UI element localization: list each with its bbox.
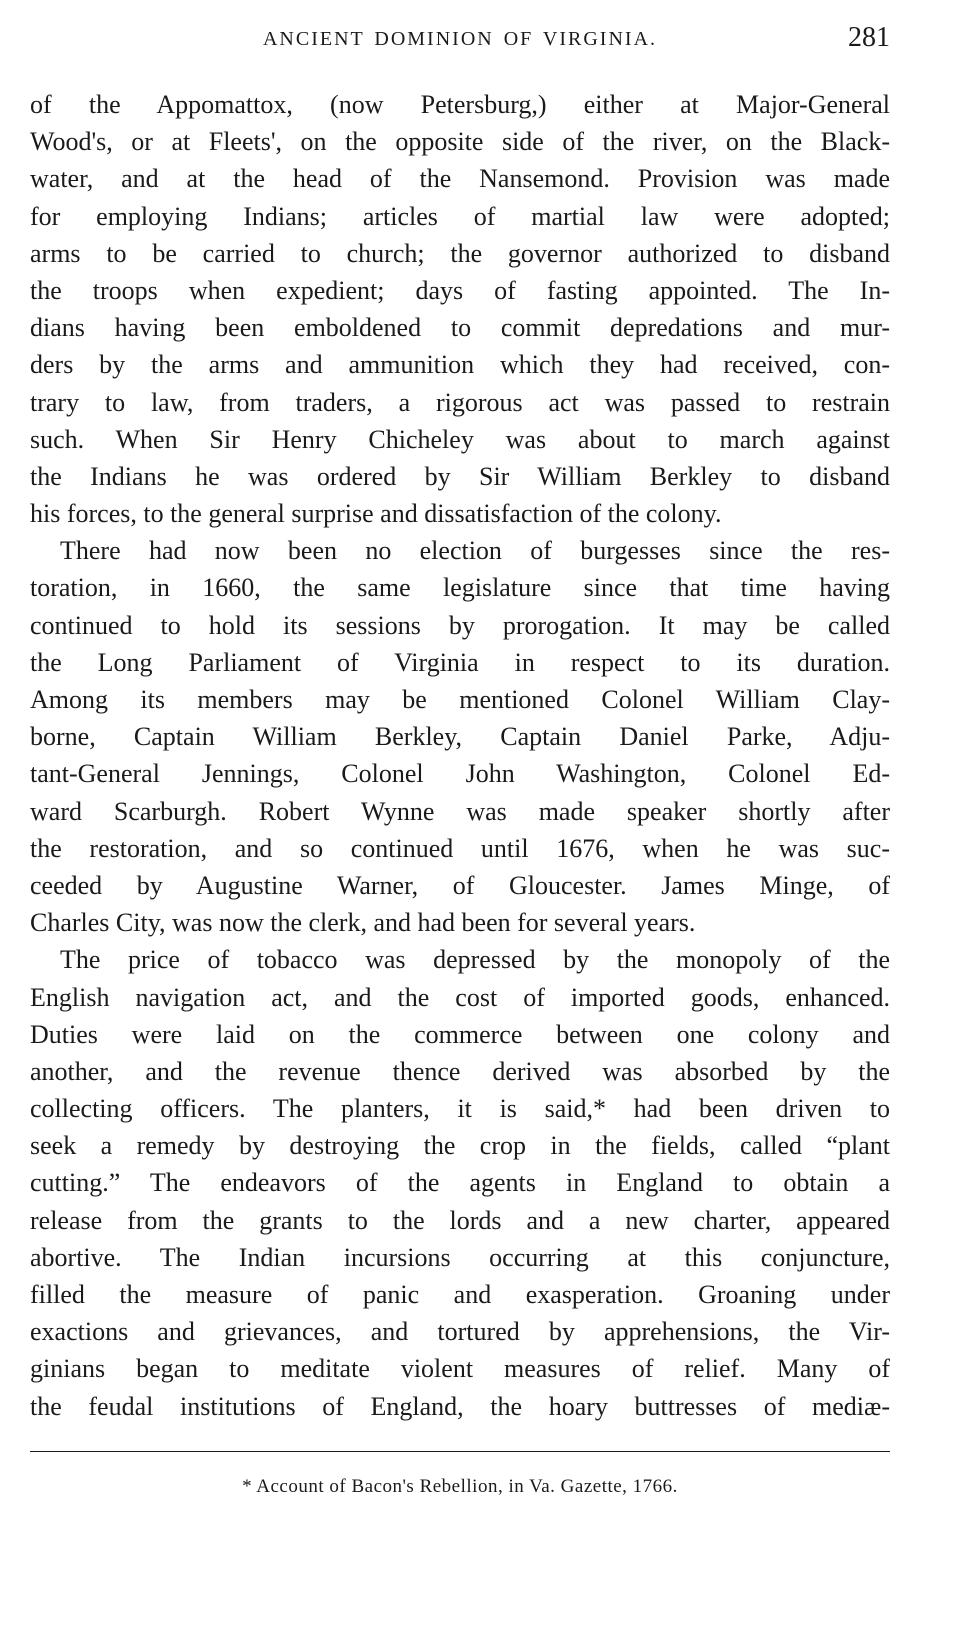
text-line: trary to law, from traders, a rigorous act was passed to restrain (30, 387, 890, 417)
text-line: toration, in 1660, the same legislature since that time having (30, 573, 890, 603)
text-line: filled the measure of panic and exasperation. Groaning under (30, 1280, 890, 1309)
text-line: ward Scarburgh. Robert Wynne was made speaker shortly after (30, 796, 890, 826)
text-line: the troops when expedient; days of fasting appointed. The In- (30, 275, 890, 305)
text-line: exactions and grievances, and tortured by apprehensions, the Vir- (30, 1317, 890, 1347)
text-line: Wood's, or at Fleets', on the opposite side of the river, on the Black- (30, 127, 890, 157)
text-line: Among its members may be mentioned Colonel William Clay- (30, 685, 890, 714)
text-line: release from the grants to the lords and a new charter, appeared (30, 1205, 890, 1235)
text-line: The price of tobacco was depressed by the monopoly of the (60, 945, 890, 975)
text-line: the Indians he was ordered by Sir William Berkley to disband (30, 461, 890, 491)
text-line: the restoration, and so continued until 1676, when he was suc- (30, 833, 890, 863)
footnote: * Account of Bacon's Rebellion, in Va. Gazette, 1766. (242, 1475, 678, 1497)
text-line: English navigation act, and the cost of imported goods, enhanced. (30, 982, 890, 1012)
book-page (30, 22, 890, 1498)
text-line: such. When Sir Henry Chicheley was about to march against (30, 424, 890, 454)
text-line: seek a remedy by destroying the crop in the fields, called “plant (30, 1131, 890, 1161)
text-line: the feudal institutions of England, the hoary buttresses of mediæ- (30, 1391, 890, 1421)
page-number: 281 (848, 22, 890, 53)
text-line: abortive. The Indian incursions occurring at this conjuncture, (30, 1242, 890, 1272)
text-line: another, and the revenue thence derived was absorbed by the (30, 1056, 890, 1086)
running-title: ANCIENT DOMINION OF VIRGINIA. (262, 28, 658, 50)
text-line: ceeded by Augustine Warner, of Gloucester. James Minge, of (30, 870, 890, 900)
body-text (30, 86, 890, 1425)
text-line: dians having been emboldened to commit depredations and mur- (30, 313, 890, 343)
text-line: Charles City, was now the clerk, and had been for several years. (30, 908, 696, 938)
text-line: ders by the arms and ammunition which they had received, con- (30, 350, 890, 380)
text-line: of the Appomattox, (now Petersburg,) either at Major-General (30, 90, 890, 119)
text-line: water, and at the head of the Nansemond. Provision was made (30, 164, 890, 194)
text-line: There had now been no election of burgesses since the res- (60, 536, 890, 566)
text-line: cutting.” The endeavors of the agents in England to obtain a (30, 1168, 890, 1198)
text-line: the Long Parliament of Virginia in respect to its duration. (30, 647, 890, 677)
text-line: continued to hold its sessions by prorogation. It may be called (30, 610, 890, 640)
text-line: for employing Indians; articles of martial law were adopted; (30, 201, 890, 231)
page-header (30, 22, 890, 62)
text-line: tant-General Jennings, Colonel John Washington, Colonel Ed- (30, 759, 890, 789)
text-line: ginians began to meditate violent measures of relief. Many of (30, 1354, 890, 1384)
text-line: collecting officers. The planters, it is said,* had been driven to (30, 1094, 890, 1124)
footnote-divider (30, 1451, 890, 1452)
text-line: arms to be carried to church; the governor authorized to disband (30, 238, 890, 268)
text-line: borne, Captain William Berkley, Captain Daniel Parke, Adju- (30, 722, 890, 752)
text-line: Duties were laid on the commerce between one colony and (30, 1019, 890, 1049)
text-line: his forces, to the general surprise and dissatisfaction of the colony. (30, 499, 722, 529)
